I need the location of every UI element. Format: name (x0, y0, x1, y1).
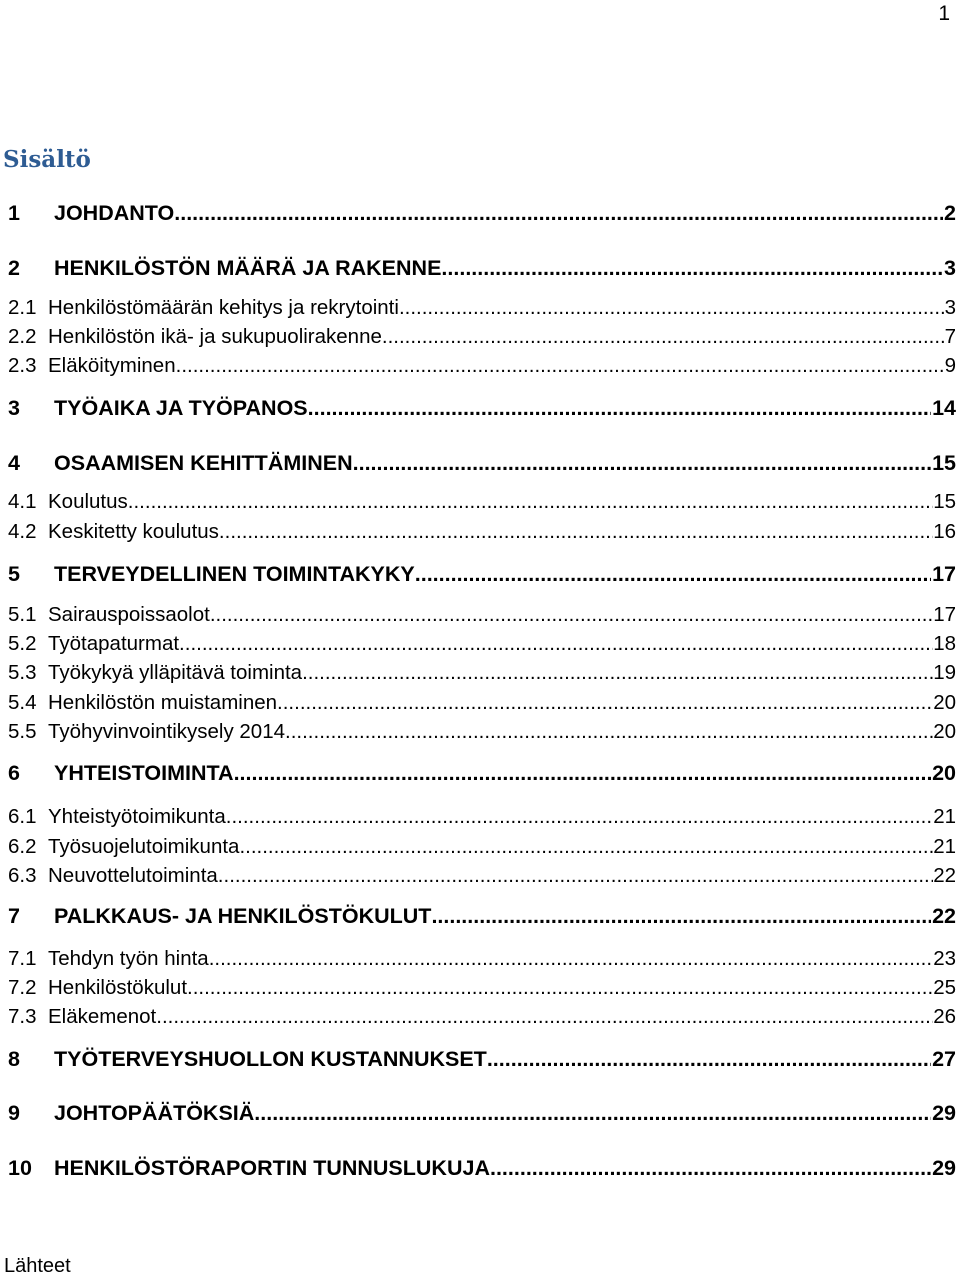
toc-entry-number: 9 (8, 1101, 20, 1125)
toc-entry-page: 2 (944, 201, 956, 225)
toc-entry-title: Eläköityminen (48, 354, 176, 377)
toc-dot-leader (487, 1047, 931, 1072)
toc-entry-title: Työtapaturmat (48, 632, 180, 655)
toc-dot-leader (285, 720, 933, 744)
toc-dot-leader (218, 864, 933, 888)
toc-entry-number: 7.1 (8, 947, 37, 970)
toc-entry-2-2[interactable] (8, 325, 956, 349)
toc-entry-3[interactable] (8, 396, 956, 421)
toc-entry-page: 21 (933, 805, 956, 828)
toc-entry-number: 2.3 (8, 354, 37, 377)
toc-dot-leader (226, 805, 933, 829)
toc-entry-number: 2.2 (8, 325, 37, 348)
toc-entry-number: 5.2 (8, 632, 37, 655)
toc-entry-number: 7.3 (8, 1005, 37, 1028)
toc-entry-title: TYÖAIKA JA TYÖPANOS (54, 396, 308, 420)
toc-dot-leader (308, 396, 931, 421)
toc-entry-number: 5.5 (8, 720, 37, 743)
toc-entry-title: HENKILÖSTÖN MÄÄRÄ JA RAKENNE (54, 256, 442, 280)
toc-entry-2[interactable] (8, 256, 956, 281)
toc-dot-leader (254, 1101, 931, 1126)
toc-dot-leader (431, 904, 931, 929)
toc-dot-leader (176, 354, 945, 378)
toc-entry-page: 9 (944, 354, 956, 377)
toc-entry-number: 10 (8, 1156, 32, 1180)
toc-entry-title: Henkilöstökulut (48, 976, 188, 999)
toc-entry-title: HENKILÖSTÖRAPORTIN TUNNUSLUKUJA (54, 1156, 490, 1180)
toc-entry-page: 7 (944, 325, 956, 348)
toc-entry-number: 4.1 (8, 490, 37, 513)
toc-dot-leader (156, 1005, 933, 1029)
toc-entry-number: 8 (8, 1047, 20, 1071)
toc-entry-number: 5.4 (8, 691, 37, 714)
toc-dot-leader (234, 761, 932, 786)
toc-entry-number: 3 (8, 396, 20, 420)
toc-entry-title: Työkykyä ylläpitävä toiminta (48, 661, 303, 684)
toc-entry-page: 3 (944, 296, 956, 319)
toc-entry-title: Työsuojelutoimikunta (48, 835, 240, 858)
toc-dot-leader (399, 296, 945, 320)
toc-entry-6[interactable] (8, 761, 956, 786)
toc-heading: Sisältö (3, 146, 91, 173)
toc-dot-leader (174, 201, 943, 226)
toc-entry-page: 17 (932, 562, 956, 586)
toc-entry-number: 6.2 (8, 835, 37, 858)
toc-dot-leader (441, 256, 943, 281)
toc-entry-title: YHTEISTOIMINTA (54, 761, 234, 785)
toc-entry-number: 5.3 (8, 661, 37, 684)
toc-entry-page: 29 (932, 1101, 956, 1125)
toc-entry-title: Eläkemenot (48, 1005, 157, 1028)
toc-entry-page: 22 (933, 864, 956, 887)
toc-entry-number: 7 (8, 904, 20, 928)
toc-entry-number: 6.1 (8, 805, 37, 828)
toc-entry-4[interactable] (8, 451, 956, 476)
toc-dot-leader (209, 947, 933, 971)
toc-entry-number: 5 (8, 562, 20, 586)
toc-entry-title: JOHTOPÄÄTÖKSIÄ (54, 1101, 255, 1125)
toc-entry-title: Tehdyn työn hinta (48, 947, 209, 970)
toc-entry-title: Koulutus (48, 490, 128, 513)
toc-entry-7-1[interactable] (8, 947, 956, 971)
toc-entry-number: 6 (8, 761, 20, 785)
toc-entry-5-2[interactable] (8, 632, 956, 656)
toc-entry-7-3[interactable] (8, 1005, 956, 1029)
toc-entry-number: 7.2 (8, 976, 37, 999)
toc-entry-page: 14 (932, 396, 956, 420)
toc-entry-page: 15 (932, 451, 956, 475)
toc-entry-number: 2.1 (8, 296, 37, 319)
toc-entry-4-2[interactable] (8, 520, 956, 544)
toc-entry-page: 15 (933, 490, 956, 513)
toc-entry-2-1[interactable] (8, 296, 956, 320)
toc-entry-7[interactable] (8, 904, 956, 929)
page-number: 1 (938, 2, 950, 25)
toc-dot-leader (219, 520, 933, 544)
toc-dot-leader (302, 661, 933, 685)
toc-entry-page: 23 (933, 947, 956, 970)
toc-entry-title: Yhteistyötoimikunta (48, 805, 226, 828)
toc-entry-number: 4 (8, 451, 20, 475)
toc-entry-title: PALKKAUS- JA HENKILÖSTÖKULUT (54, 904, 432, 928)
sources-label: Lähteet (4, 1255, 71, 1277)
toc-entry-1[interactable] (8, 201, 956, 226)
toc-entry-title: Henkilöstömäärän kehitys ja rekrytointi (48, 296, 399, 319)
toc-entry-title: Neuvottelutoiminta (48, 864, 218, 887)
toc-entry-8[interactable] (8, 1047, 956, 1072)
toc-entry-page: 19 (933, 661, 956, 684)
toc-entry-title: TERVEYDELLINEN TOIMINTAKYKY (54, 562, 415, 586)
toc-dot-leader (128, 490, 933, 514)
toc-entry-page: 25 (933, 976, 956, 999)
toc-entry-9[interactable] (8, 1101, 956, 1126)
toc-entry-title: Henkilöstön muistaminen (48, 691, 278, 714)
toc-entry-10[interactable] (8, 1156, 956, 1181)
toc-dot-leader (179, 632, 933, 656)
toc-entry-page: 20 (932, 761, 956, 785)
toc-entry-title: Keskitetty koulutus (48, 520, 219, 543)
toc-entry-title: OSAAMISEN KEHITTÄMINEN (54, 451, 353, 475)
toc-entry-6-3[interactable] (8, 864, 956, 888)
toc-entry-5[interactable] (8, 562, 956, 587)
toc-entry-number: 4.2 (8, 520, 37, 543)
toc-entry-page: 29 (932, 1156, 956, 1180)
toc-dot-leader (353, 451, 931, 476)
toc-entry-page: 20 (933, 691, 956, 714)
toc-entry-5-1[interactable] (8, 603, 956, 627)
toc-entry-6-2[interactable] (8, 835, 956, 859)
toc-dot-leader (415, 562, 931, 587)
toc-entry-title: Henkilöstön ikä- ja sukupuolirakenne (48, 325, 382, 348)
toc-entry-page: 18 (933, 632, 956, 655)
toc-entry-page: 22 (932, 904, 956, 928)
toc-entry-page: 26 (933, 1005, 956, 1028)
toc-entry-number: 5.1 (8, 603, 37, 626)
toc-entry-5-3[interactable] (8, 661, 956, 685)
toc-entry-6-1[interactable] (8, 805, 956, 829)
toc-entry-title: Työhyvinvointikysely 2014 (48, 720, 286, 743)
toc-entry-7-2[interactable] (8, 976, 956, 1000)
toc-dot-leader (239, 835, 933, 859)
toc-entry-page: 16 (933, 520, 956, 543)
toc-entry-title: Sairauspoissaolot (48, 603, 210, 626)
toc-entry-5-4[interactable] (8, 691, 956, 715)
toc-entry-5-5[interactable] (8, 720, 956, 744)
toc-entry-4-1[interactable] (8, 490, 956, 514)
toc-dot-leader (210, 603, 933, 627)
toc-dot-leader (490, 1156, 931, 1181)
toc-entry-page: 20 (933, 720, 956, 743)
toc-entry-title: JOHDANTO (54, 201, 175, 225)
toc-entry-page: 3 (944, 256, 956, 280)
toc-dot-leader (382, 325, 945, 349)
toc-dot-leader (277, 691, 933, 715)
toc-entry-2-3[interactable] (8, 354, 956, 378)
toc-dot-leader (187, 976, 933, 1000)
toc-entry-number: 6.3 (8, 864, 37, 887)
toc-entry-page: 21 (933, 835, 956, 858)
toc-entry-number: 2 (8, 256, 20, 280)
toc-entry-title: TYÖTERVEYSHUOLLON KUSTANNUKSET (54, 1047, 487, 1071)
toc-entry-page: 27 (932, 1047, 956, 1071)
toc-entry-number: 1 (8, 201, 20, 225)
toc-entry-page: 17 (933, 603, 956, 626)
